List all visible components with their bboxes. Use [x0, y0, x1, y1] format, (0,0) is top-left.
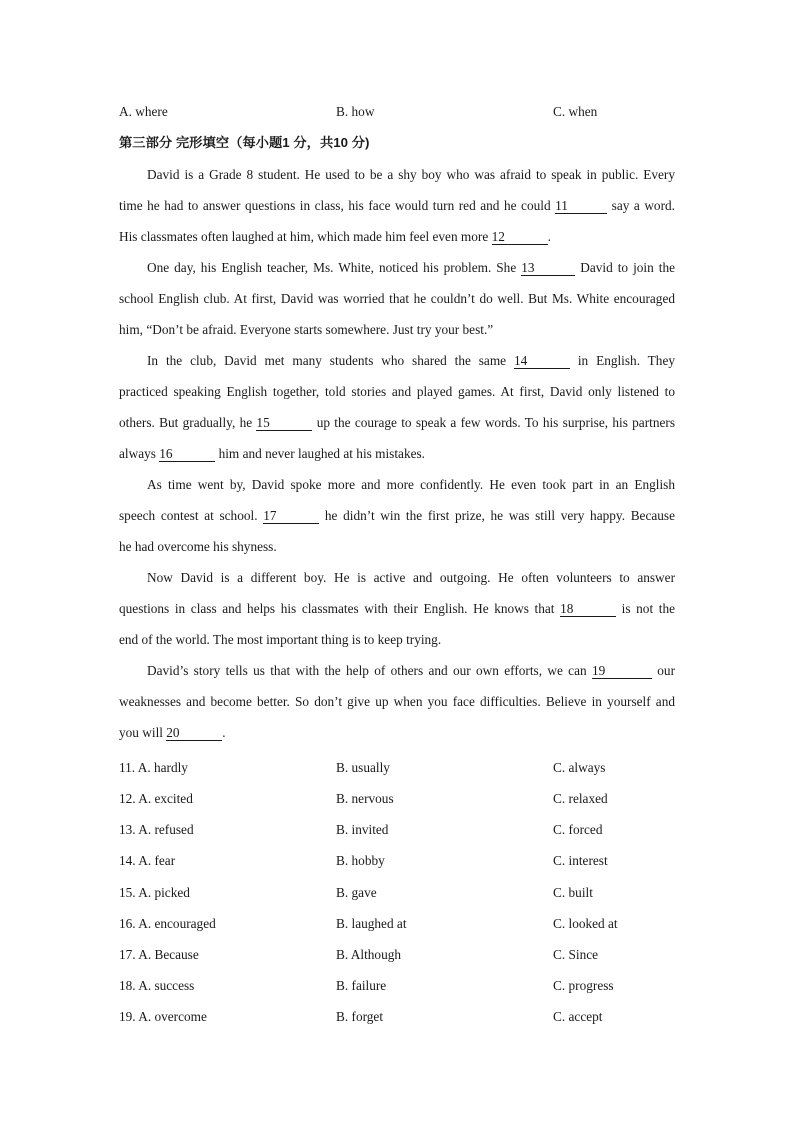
option-c: C. Since — [553, 947, 599, 962]
blank-14: 14 — [514, 354, 570, 369]
passage-line: you will 20 . — [119, 725, 226, 740]
passage-line: weaknesses and become better. So don’t give up when you face difficulties. Believe in yourself and — [119, 694, 675, 709]
option-c: C. built — [553, 885, 593, 900]
passage-line: time he had to answer questions in class, his face would turn red and he could 11 say a word. — [119, 198, 675, 213]
option-b: B. hobby — [336, 853, 385, 868]
option-c: C. forced — [553, 822, 603, 837]
option-a: 14. A. fear — [119, 853, 176, 868]
option-a: A. where — [119, 104, 168, 119]
passage-line: David is a Grade 8 student. He used to be a shy boy who was afraid to speak in public. Every — [147, 167, 675, 182]
blank-16: 16 — [159, 447, 215, 462]
option-c: C. when — [553, 104, 598, 119]
blank-12: 12 — [492, 230, 548, 245]
passage — [119, 159, 675, 748]
passage-line: he had overcome his shyness. — [119, 539, 277, 554]
option-c: C. accept — [553, 1009, 603, 1024]
option-c: C. looked at — [553, 916, 618, 931]
option-a: 16. A. encouraged — [119, 916, 216, 931]
option-c: C. relaxed — [553, 791, 608, 806]
passage-line: speech contest at school. 17 he didn’t win the first prize, he was still very happy. Because — [119, 508, 675, 523]
option-b: B. usually — [336, 760, 390, 775]
option-b: B. forget — [336, 1009, 384, 1024]
blank-13: 13 — [521, 261, 575, 276]
option-a: 15. A. picked — [119, 885, 190, 900]
passage-line: Now David is a different boy. He is active and outgoing. He often volunteers to answer — [147, 570, 675, 585]
passage-line: school English club. At first, David was worried that he couldn’t do well. But Ms. White encouraged — [119, 291, 675, 306]
option-a: 18. A. success — [119, 978, 195, 993]
option-b: B. invited — [336, 822, 389, 837]
passage-line: As time went by, David spoke more and more confidently. He even took part in an English — [147, 477, 675, 492]
option-b: B. gave — [336, 885, 377, 900]
option-b: B. failure — [336, 978, 387, 993]
option-b: B. Although — [336, 947, 402, 962]
passage-line: David’s story tells us that with the help of others and our own efforts, we can 19 our — [147, 663, 675, 678]
passage-line: His classmates often laughed at him, which made him feel even more 12 . — [119, 229, 551, 244]
blank-20: 20 — [166, 726, 222, 741]
blank-19: 19 — [592, 664, 652, 679]
blank-11: 11 — [555, 199, 607, 214]
passage-line: questions in class and helps his classmates with their English. He knows that 18 is not the — [119, 601, 675, 616]
blank-17: 17 — [263, 509, 319, 524]
option-a: 11. A. hardly — [119, 760, 188, 775]
option-b: B. how — [336, 104, 375, 119]
section-heading: 第三部分 完形填空（每小题1 分，共10 分) — [119, 135, 370, 150]
option-c: C. progress — [553, 978, 614, 993]
passage-line: others. But gradually, he 15 up the courage to speak a few words. To his surprise, his partners — [119, 415, 675, 430]
passage-line: end of the world. The most important thing is to keep trying. — [119, 632, 442, 647]
option-a: 13. A. refused — [119, 822, 194, 837]
option-c: C. interest — [553, 853, 608, 868]
passage-line: him, “Don’t be afraid. Everyone starts somewhere. Just try your best.” — [119, 322, 494, 337]
blank-15: 15 — [256, 416, 312, 431]
passage-line: One day, his English teacher, Ms. White, noticed his problem. She 13 David to join the — [147, 260, 675, 275]
option-a: 19. A. overcome — [119, 1009, 207, 1024]
blank-18: 18 — [560, 602, 616, 617]
option-a: 17. A. Because — [119, 947, 199, 962]
passage-line: practiced speaking English together, told stories and played games. At first, David only listened to — [119, 384, 675, 399]
option-b: B. laughed at — [336, 916, 407, 931]
passage-line: In the club, David met many students who shared the same 14 in English. They — [147, 353, 675, 368]
option-a: 12. A. excited — [119, 791, 193, 806]
option-b: B. nervous — [336, 791, 394, 806]
passage-line: always 16 him and never laughed at his mistakes. — [119, 446, 425, 461]
option-c: C. always — [553, 760, 606, 775]
